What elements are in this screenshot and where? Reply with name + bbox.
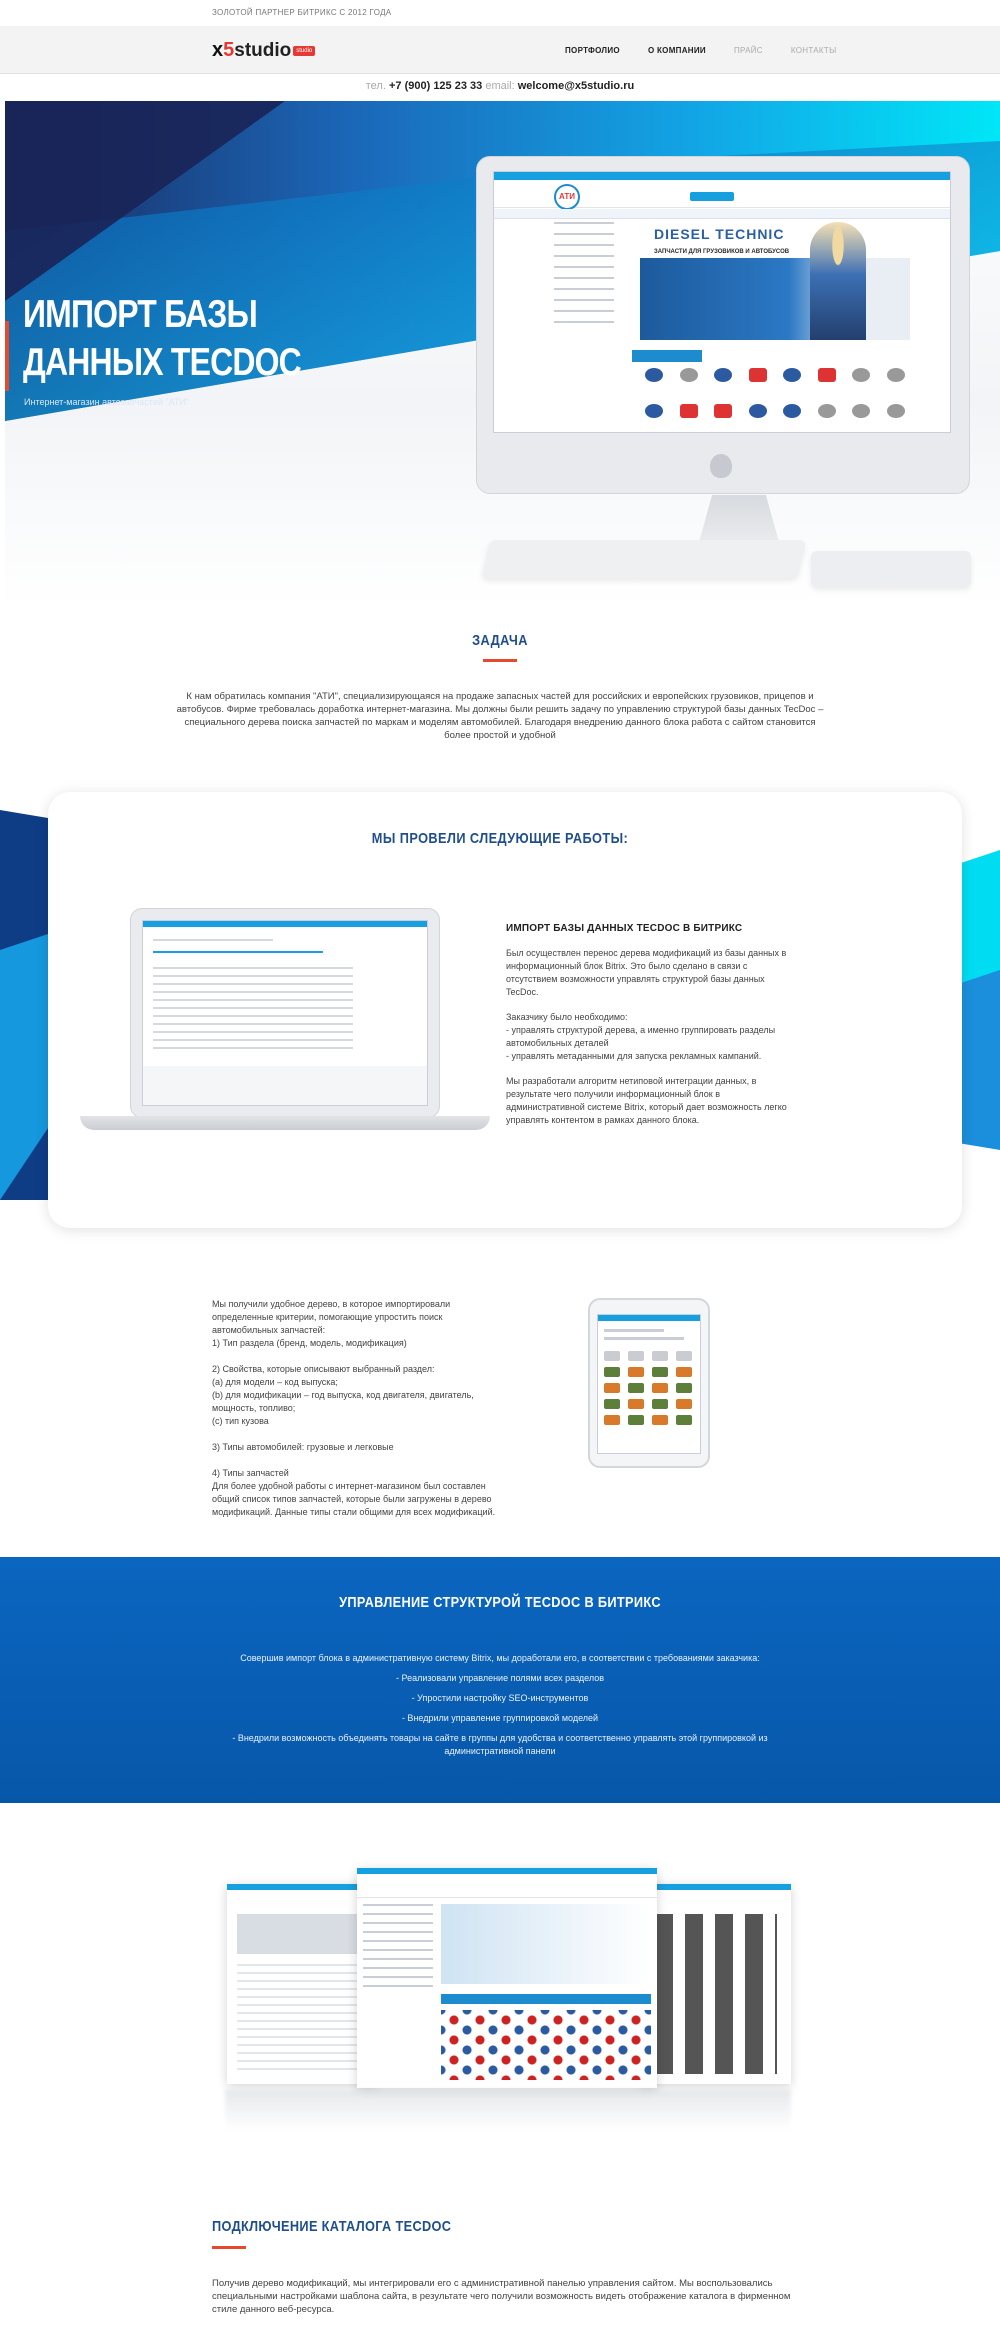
screen-tabs xyxy=(554,350,916,362)
management-item: - Реализовали управление полями всех разделов xyxy=(395,1673,605,1683)
screenshot-center xyxy=(357,1868,657,2088)
catalog-underline xyxy=(212,2246,246,2249)
management-section xyxy=(0,1557,1000,1803)
apple-logo-icon xyxy=(710,454,732,478)
management-intro: Совершив импорт блока в административную систему Bitrix, мы доработали его, в соответствии с требованиями заказчика: xyxy=(240,1653,760,1663)
management-title: УПРАВЛЕНИЕ СТРУКТУРОЙ TECDOC В БИТРИКС xyxy=(339,1594,661,1611)
phone-link[interactable]: +7 (900) 125 23 33 xyxy=(388,80,483,92)
tablet-mockup xyxy=(588,1298,710,1468)
screen-brand-grid xyxy=(640,368,910,433)
hero-title: ИМПОРТ БАЗЫ ДАННЫХ TECDOC xyxy=(23,293,301,384)
tree-description: Мы получили удобное дерево, в которое импортировали определенные критерии, помогающие упростить поиск автомобильных запчастей: 1) Тип раздела (бренд, модель, модификация) 2) Свойства, которые описывают выбранный раздел: (а) для модели – код выпуска; (b) для модификации – год выпуска, код двигателя, двигатель, мощность, топливо; (с) тип кузова 3) Типы автомобилей: грузовые и легковые 4) Типы запчастей Для более удобной работы с интернет-магазином был составлен общий список типов запчастей, которые были загружены в дерево модификаций. Данные типы стали общими для всех модификаций. xyxy=(212,1299,496,1517)
email-label: email: xyxy=(485,80,515,92)
management-item: - Упростили настройку SEO-инструментов xyxy=(411,1693,589,1703)
management-list xyxy=(200,1652,800,1765)
banner-model-image xyxy=(810,222,866,340)
nav-portfolio[interactable]: ПОРТФОЛИО xyxy=(565,46,620,55)
logo-mark: x5 xyxy=(212,39,235,61)
catalog-text: Получив дерево модификаций, мы интегрировали его с административной панелью управления сайтом. Мы воспользовались специальными настройками шаблона сайта, в результате чего получили возможность видеть отображение каталога в фирменном стиле данного веб-ресурса. xyxy=(212,2278,791,2315)
banner-brand: DIESEL TECHNIC xyxy=(654,226,785,242)
task-underline xyxy=(483,659,517,662)
keyboard-image xyxy=(482,540,806,578)
trackpad-image xyxy=(811,551,971,587)
screen-logo: АТИ xyxy=(554,184,580,210)
nav-price[interactable]: ПРАЙС xyxy=(733,46,763,55)
email-link[interactable]: welcome@x5studio.ru xyxy=(517,80,635,92)
phone-label: тел. xyxy=(365,80,386,92)
task-title: ЗАДАЧА xyxy=(472,632,528,649)
site-logo[interactable] xyxy=(212,39,315,62)
screenshot-right xyxy=(641,1884,791,2084)
logo-text: studio xyxy=(234,39,292,61)
monitor-screen xyxy=(493,171,951,433)
works-paragraph-2: Заказчику было необходимо: - управлять структурой дерева, а именно группировать разделы автомобильных деталей - управлять метаданными для запуска рекламных кампаний. xyxy=(506,1012,776,1061)
monitor-mockup xyxy=(476,156,970,496)
nav-about[interactable]: О КОМПАНИИ xyxy=(647,46,706,55)
nav-contacts[interactable]: КОНТАКТЫ xyxy=(790,46,837,55)
contact-line xyxy=(0,80,1000,92)
laptop-base xyxy=(80,1116,490,1130)
site-header xyxy=(0,26,1000,74)
screen-topbar xyxy=(494,172,951,180)
management-item: - Внедрили управление группировкой моделей xyxy=(401,1713,599,1723)
management-item: - Внедрили возможность объединять товары на сайте в группы для удобства и соответственно управлять этой группировкой из административной панели xyxy=(232,1733,768,1756)
catalog-title: ПОДКЛЮЧЕНИЕ КАТАЛОГА TECDOC xyxy=(212,2218,452,2235)
partner-badge: ЗОЛОТОЙ ПАРТНЕР БИТРИКС С 2012 ГОДА xyxy=(212,8,392,17)
screen-search xyxy=(494,209,951,219)
task-text: К нам обратилась компания "АТИ", специализирующаяся на продаже запасных частей для российских и европейских грузовиков, прицепов и автобусов. Фирме требовалась доработка интернет-магазина. Мы должны были решить задачу по управлению структурой базы данных TecDoc – специального дерева поиска запчастей по маркам и моделям автомобилей. Благодаря внедрению данного блока работа с сайтом становится более простой и удобной xyxy=(176,691,824,741)
screenshot-left xyxy=(227,1884,377,2084)
screen-catalog-menu xyxy=(554,222,636,342)
screen-banner xyxy=(640,222,910,340)
collage-reflection xyxy=(225,2090,791,2130)
hero-subtitle: Интернет-магазин автозапчастей "АТИ" xyxy=(24,397,189,407)
screen-button xyxy=(690,192,734,201)
top-line xyxy=(0,0,1000,26)
works-paragraph-1: Был осуществлен перенос дерева модификаций из базы данных в информационный блок Bitrix. Это было сделано в связи с отсутствием возможности управлять структурой базы данных TecDoc. xyxy=(506,948,787,997)
screenshots-collage xyxy=(225,1868,791,2088)
laptop-mockup xyxy=(80,908,490,1133)
hero-accent-bar xyxy=(5,321,9,391)
works-heading: ИМПОРТ БАЗЫ ДАННЫХ TECDOC В БИТРИКС xyxy=(506,923,743,934)
laptop-screen xyxy=(142,920,428,1106)
banner-caption: ЗАПЧАСТИ ДЛЯ ГРУЗОВИКОВ И АВТОБУСОВ xyxy=(654,249,790,255)
tablet-screen xyxy=(597,1314,701,1454)
logo-tag: studio xyxy=(293,46,315,56)
works-title: МЫ ПРОВЕЛИ СЛЕДУЮЩИЕ РАБОТЫ: xyxy=(371,830,629,847)
main-nav xyxy=(565,46,836,55)
works-paragraph-3: Мы разработали алгоритм нетиповой интеграции данных, в результате чего получили информационный блок в административной системе Bitrix, который дает возможность легко управлять контентом в рамках данного блока. xyxy=(506,1076,787,1125)
works-description xyxy=(506,922,796,1139)
